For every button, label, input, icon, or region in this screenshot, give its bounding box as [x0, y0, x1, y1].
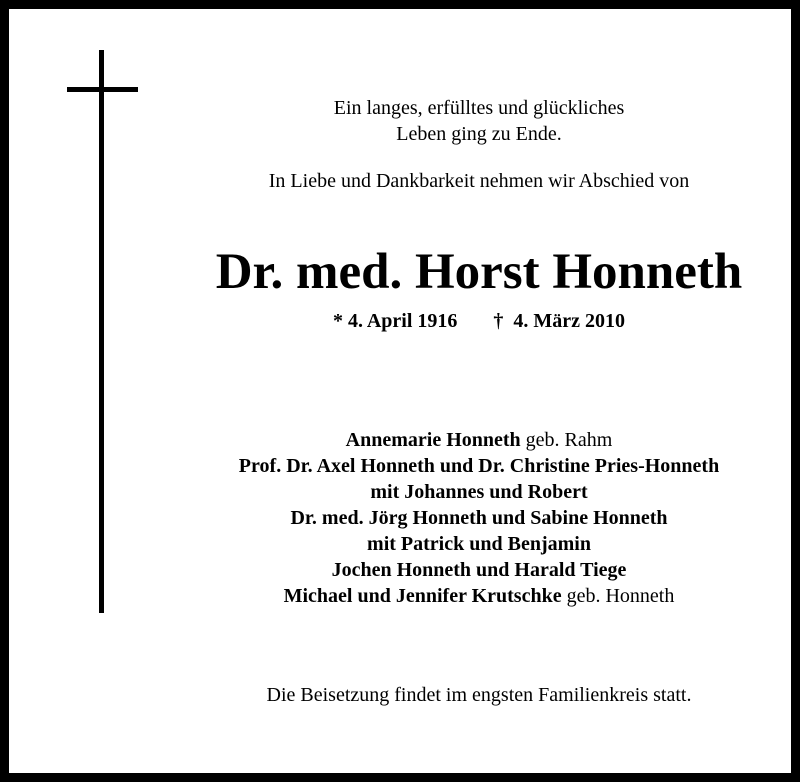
mourners-list — [149, 427, 800, 609]
mourner-line: Prof. Dr. Axel Honneth und Dr. Christine Pries-Honneth — [238, 455, 720, 477]
intro-line-2: Leben ging zu Ende. — [396, 123, 562, 145]
closing-text: Die Beisetzung findet im engsten Familienkreis statt. — [266, 684, 692, 706]
mourner-line: Dr. med. Jörg Honneth und Sabine Honneth — [290, 507, 668, 529]
mourner-line: Michael und Jennifer Krutschke geb. Honneth — [283, 585, 675, 607]
birth-date: * 4. April 1916 — [332, 310, 458, 332]
cross-icon-vertical-bar — [99, 50, 104, 613]
mourner-line: Annemarie Honneth geb. Rahm — [345, 429, 613, 451]
intro-text — [149, 95, 800, 147]
life-dates — [149, 308, 800, 334]
death-symbol: † — [493, 310, 504, 332]
cross-icon-horizontal-bar — [67, 87, 138, 92]
mourner-line: mit Patrick und Benjamin — [367, 533, 591, 555]
death-date: 4. März 2010 — [513, 310, 626, 332]
deceased-name: Dr. med. Horst Honneth — [215, 244, 743, 300]
mourner-line: mit Johannes und Robert — [370, 481, 588, 503]
farewell-text: In Liebe und Dankbarkeit nehmen wir Abschied von — [268, 170, 690, 192]
mourner-line: Jochen Honneth und Harald Tiege — [331, 559, 627, 581]
intro-line-1: Ein langes, erfülltes und glückliches — [333, 97, 625, 119]
